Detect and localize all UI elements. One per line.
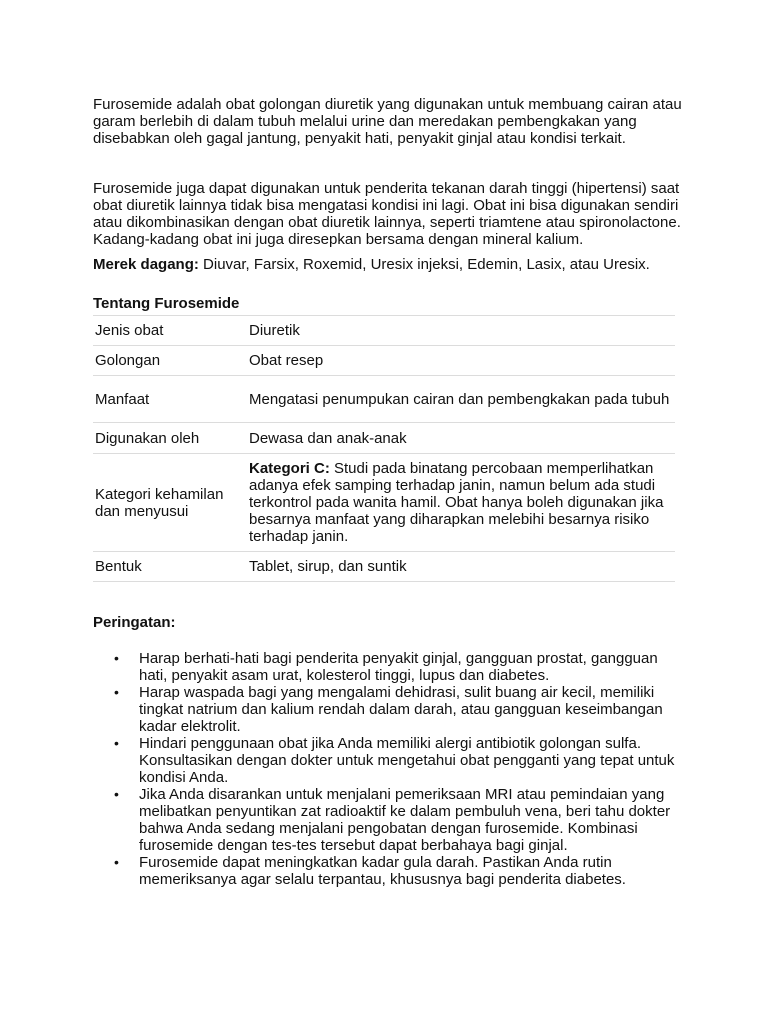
brands-text: Diuvar, Farsix, Roxemid, Uresix injeksi, Edemin, Lasix, atau Uresix. xyxy=(198,256,650,273)
table-row xyxy=(93,552,675,582)
row-label: Bentuk xyxy=(93,552,245,582)
row-label: Manfaat xyxy=(93,376,245,423)
category-text: Studi pada binatang percobaan memperlihatkan adanya efek samping terhadap janin, namun belum ada studi terkontrol pada wanita hamil. Obat hanya boleh digunakan jika besarnya manfaat yang diharapkan melebihi besarnya risiko terhadap janin. xyxy=(249,460,664,545)
table-row xyxy=(93,346,675,376)
list-item: • Harap berhati-hati bagi penderita penyakit ginjal, gangguan prostat, gangguan hati, penyakit asam urat, kolesterol tinggi, lupus dan diabetes. xyxy=(93,650,683,684)
brand-names xyxy=(93,256,683,273)
warnings-title: Peringatan: xyxy=(93,614,176,631)
row-value: Dewasa dan anak-anak xyxy=(245,423,675,454)
document-page xyxy=(93,96,683,888)
table-row xyxy=(93,423,675,454)
row-label: Kategori kehamilan dan menyusui xyxy=(93,454,245,552)
row-value: Tablet, sirup, dan suntik xyxy=(245,552,675,582)
brands-label: Merek dagang: xyxy=(93,256,199,273)
table-row xyxy=(93,316,675,346)
table-row xyxy=(93,454,675,552)
list-item: • Harap waspada bagi yang mengalami dehidrasi, sulit buang air kecil, memiliki tingkat natrium dan kalium rendah dalam darah, atau gangguan keseimbangan kadar elektrolit. xyxy=(93,684,683,735)
row-label: Golongan xyxy=(93,346,245,376)
row-value: Mengatasi penumpukan cairan dan pembengkakan pada tubuh xyxy=(245,376,675,423)
warnings-list xyxy=(93,650,683,888)
list-item: • Jika Anda disarankan untuk menjalani pemeriksaan MRI atau pemindaian yang melibatkan penyuntikan zat radioaktif ke dalam pembuluh vena, beri tahu dokter bahwa Anda sedang menjalani pengobatan dengan furosemide. Kombinasi furosemide dengan tes-tes tersebut dapat berbahaya bagi ginjal. xyxy=(93,786,683,854)
row-label: Jenis obat xyxy=(93,316,245,346)
intro-paragraph-1: Furosemide adalah obat golongan diuretik yang digunakan untuk membuang cairan atau garam berlebih di dalam tubuh melalui urine dan meredakan pembengkakan yang disebabkan oleh gagal jantung, penyakit hati, penyakit ginjal atau kondisi terkait. xyxy=(93,96,682,147)
table-row xyxy=(93,376,675,423)
list-item: • Hindari penggunaan obat jika Anda memiliki alergi antibiotik golongan sulfa. Konsultasikan dengan dokter untuk mengetahui obat pengganti yang tepat untuk kondisi Anda. xyxy=(93,735,683,786)
row-value: Obat resep xyxy=(245,346,675,376)
list-item: • Furosemide dapat meningkatkan kadar gula darah. Pastikan Anda rutin memeriksanya agar selalu terpantau, khususnya bagi penderita diabetes. xyxy=(93,854,683,888)
about-section-title: Tentang Furosemide xyxy=(93,295,240,312)
row-value xyxy=(245,454,675,552)
intro-paragraph-2: Furosemide juga dapat digunakan untuk penderita tekanan darah tinggi (hipertensi) saat obat diuretik lainnya tidak bisa mengatasi kondisi ini lagi. Obat ini bisa digunakan sendiri atau dikombinasikan dengan obat diuretik lainnya, seperti triamtene atau spironolactone. Kadang-kadang obat ini juga diresepkan bersama dengan mineral kalium. xyxy=(93,180,681,248)
about-table xyxy=(93,315,675,582)
category-label: Kategori C: xyxy=(249,460,330,477)
row-label: Digunakan oleh xyxy=(93,423,245,454)
row-value: Diuretik xyxy=(245,316,675,346)
